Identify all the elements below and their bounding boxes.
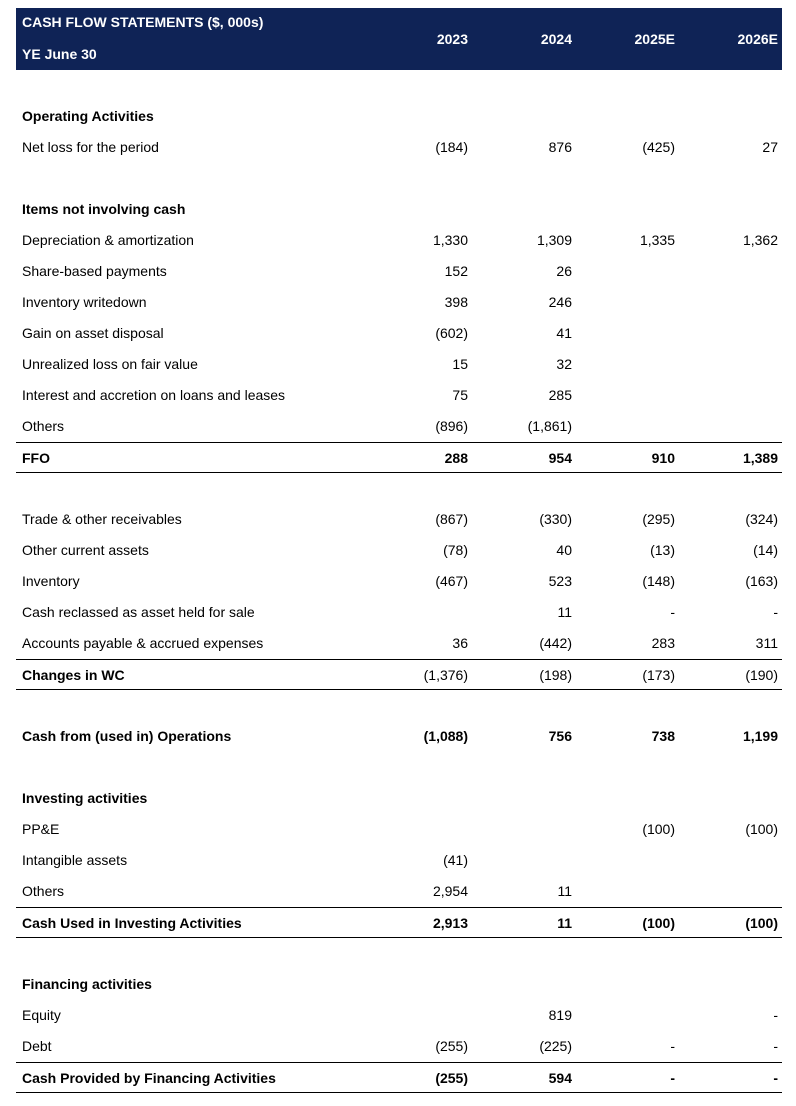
value-cell: (425): [642, 139, 675, 155]
table-row: [16, 628, 782, 659]
row-label: Cash Provided by Financing Activities: [22, 1070, 276, 1086]
table-row: [16, 256, 782, 287]
table-row: [16, 349, 782, 380]
value-cell: (467): [435, 573, 468, 589]
value-cell: (41): [443, 852, 468, 868]
value-cell: (163): [745, 573, 778, 589]
year-header-2023: 2023: [436, 31, 468, 47]
table-row: [16, 504, 782, 535]
total-row: [16, 659, 782, 690]
value-cell: 285: [548, 387, 572, 403]
row-label: FFO: [22, 450, 50, 466]
value-cell: (602): [435, 325, 468, 341]
value-cell: (255): [435, 1070, 468, 1086]
value-cell: 40: [556, 542, 572, 558]
table-row: [16, 411, 782, 442]
value-cell: 36: [452, 635, 468, 651]
row-label: Operating Activities: [22, 108, 154, 124]
row-label: Unrealized loss on fair value: [22, 356, 198, 372]
value-cell: (1,376): [423, 667, 468, 683]
table-row: [16, 566, 782, 597]
value-cell: -: [773, 1070, 778, 1086]
value-cell: -: [670, 604, 675, 620]
value-cell: (190): [745, 667, 778, 683]
table-row: [16, 597, 782, 628]
value-cell: 41: [556, 325, 572, 341]
year-header-2025e: 2025E: [634, 31, 675, 47]
value-cell: 523: [548, 573, 572, 589]
value-cell: (100): [642, 915, 675, 931]
value-cell: (255): [435, 1038, 468, 1054]
table-row: [16, 876, 782, 907]
table-row: [16, 814, 782, 845]
value-cell: (148): [642, 573, 675, 589]
value-cell: 594: [548, 1070, 572, 1086]
section-row: [16, 783, 782, 814]
row-label: PP&E: [22, 821, 60, 837]
value-cell: 26: [556, 263, 572, 279]
spacer-row: [16, 938, 782, 969]
value-cell: 152: [444, 263, 468, 279]
value-cell: 283: [651, 635, 675, 651]
value-cell: -: [773, 604, 778, 620]
row-label: Inventory writedown: [22, 294, 147, 310]
row-label: Cash Used in Investing Activities: [22, 915, 242, 931]
row-label: Debt: [22, 1038, 52, 1054]
value-cell: (184): [435, 139, 468, 155]
row-label: Cash from (used in) Operations: [22, 728, 232, 744]
value-cell: (14): [753, 542, 778, 558]
value-cell: (896): [435, 418, 468, 434]
row-label: Intangible assets: [22, 852, 128, 868]
value-cell: 288: [444, 450, 468, 466]
statement-title: CASH FLOW STATEMENTS ($, 000s): [22, 14, 264, 30]
row-label: Gain on asset disposal: [22, 325, 164, 341]
year-header-2024: 2024: [540, 31, 572, 47]
value-cell: (442): [539, 635, 572, 651]
statement-rows: [16, 70, 782, 1093]
value-cell: (1,861): [527, 418, 572, 434]
section-row: [16, 721, 782, 752]
value-cell: 398: [444, 294, 468, 310]
row-label: Financing activities: [22, 976, 152, 992]
spacer-row: [16, 473, 782, 504]
table-row: [16, 845, 782, 876]
row-label: Inventory: [22, 573, 80, 589]
value-cell: (100): [745, 915, 778, 931]
value-cell: (225): [539, 1038, 572, 1054]
value-cell: -: [670, 1038, 675, 1054]
value-cell: 75: [452, 387, 468, 403]
row-label: Accounts payable & accrued expenses: [22, 635, 264, 651]
value-cell: 1,389: [742, 450, 778, 466]
value-cell: (173): [642, 667, 675, 683]
value-cell: 819: [548, 1007, 572, 1023]
section-row: [16, 194, 782, 225]
year-header-2026e: 2026E: [737, 31, 778, 47]
fiscal-year-end-label: YE June 30: [22, 46, 97, 62]
row-label: Other current assets: [22, 542, 149, 558]
row-label: Others: [22, 418, 65, 434]
value-cell: 11: [557, 883, 572, 899]
row-label: Trade & other receivables: [22, 511, 182, 527]
value-cell: 1,330: [432, 232, 468, 248]
value-cell: (867): [435, 511, 468, 527]
value-cell: 1,362: [742, 232, 778, 248]
row-label: Net loss for the period: [22, 139, 159, 155]
value-cell: 15: [452, 356, 468, 372]
table-row: [16, 535, 782, 566]
value-cell: 11: [557, 604, 572, 620]
row-label: Interest and accretion on loans and leases: [22, 387, 286, 403]
value-cell: (295): [642, 511, 675, 527]
value-cell: 1,335: [639, 232, 675, 248]
spacer-row: [16, 163, 782, 194]
value-cell: 756: [548, 728, 572, 744]
value-cell: -: [670, 1070, 675, 1086]
value-cell: -: [773, 1038, 778, 1054]
section-row: [16, 101, 782, 132]
table-row: [16, 318, 782, 349]
row-label: Changes in WC: [22, 667, 125, 683]
row-label: Depreciation & amortization: [22, 232, 194, 248]
spacer-row: [16, 70, 782, 101]
value-cell: (198): [539, 667, 572, 683]
row-label: Share-based payments: [22, 263, 167, 279]
value-cell: (330): [539, 511, 572, 527]
value-cell: (100): [745, 821, 778, 837]
value-cell: 954: [548, 450, 572, 466]
value-cell: 910: [651, 450, 675, 466]
table-row: [16, 1000, 782, 1031]
section-row: [16, 969, 782, 1000]
value-cell: (324): [745, 511, 778, 527]
table-header: [16, 8, 782, 70]
row-label: Equity: [22, 1007, 61, 1023]
value-cell: 2,913: [432, 915, 468, 931]
value-cell: (1,088): [423, 728, 468, 744]
value-cell: 311: [755, 635, 778, 651]
value-cell: 876: [548, 139, 572, 155]
value-cell: (78): [443, 542, 468, 558]
value-cell: -: [773, 1007, 778, 1023]
value-cell: 2,954: [432, 883, 468, 899]
value-cell: 32: [556, 356, 572, 372]
value-cell: (100): [642, 821, 675, 837]
table-row: [16, 380, 782, 411]
table-row: [16, 225, 782, 256]
spacer-row: [16, 752, 782, 783]
value-cell: 27: [762, 139, 778, 155]
table-row: [16, 287, 782, 318]
spacer-row: [16, 690, 782, 721]
row-label: Items not involving cash: [22, 201, 186, 217]
value-cell: 1,309: [536, 232, 572, 248]
value-cell: (13): [650, 542, 675, 558]
row-label: Cash reclassed as asset held for sale: [22, 604, 255, 620]
row-label: Investing activities: [22, 790, 148, 806]
row-label: Others: [22, 883, 65, 899]
total-row: [16, 442, 782, 473]
value-cell: 11: [557, 915, 572, 931]
table-row: [16, 1031, 782, 1062]
value-cell: 738: [651, 728, 675, 744]
value-cell: 1,199: [742, 728, 778, 744]
total-row: [16, 907, 782, 938]
total-row: [16, 1062, 782, 1093]
cash-flow-statement: [16, 8, 782, 1093]
table-row: [16, 132, 782, 163]
value-cell: 246: [548, 294, 572, 310]
